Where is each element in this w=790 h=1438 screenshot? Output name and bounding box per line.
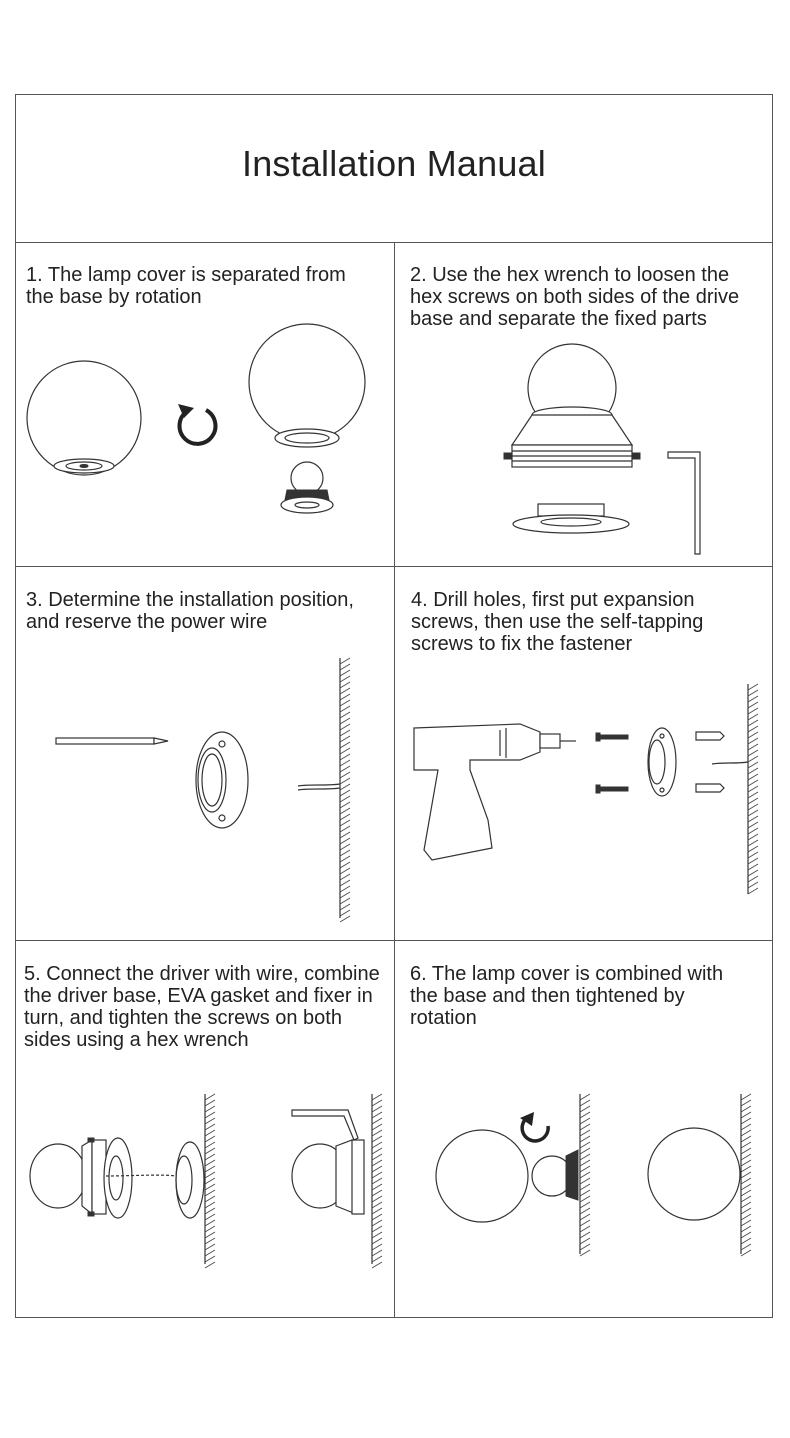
step-5-text: 5. Connect the driver with wire, combine the driver base, EVA gasket and fixer in turn, and tighten the screws on both sides using a hex wrench	[24, 963, 380, 1051]
wall-hatch	[741, 1094, 751, 1256]
step-4-text: 4. Drill holes, first put expansion screws, then use the self-tapping screws to fix the fastener	[411, 589, 704, 655]
wall-hatch	[580, 1094, 590, 1256]
step-6-text: 6. The lamp cover is combined with the base and then tightened by rotation	[410, 963, 724, 1029]
lamp-globe	[436, 1130, 528, 1222]
rotate-icon	[520, 1112, 548, 1141]
base-on-wall	[532, 1150, 578, 1200]
step-2-text: 2. Use the hex wrench to loosen the hex screws on both sides of the drive base and separate the fixed parts	[410, 264, 740, 330]
page-title: Installation Manual	[242, 143, 546, 184]
step-1-text: 1. The lamp cover is separated from the base by rotation	[26, 264, 346, 308]
step-3-text: 3. Determine the installation position, and reserve the power wire	[26, 589, 354, 633]
installed-lamp	[648, 1128, 740, 1220]
